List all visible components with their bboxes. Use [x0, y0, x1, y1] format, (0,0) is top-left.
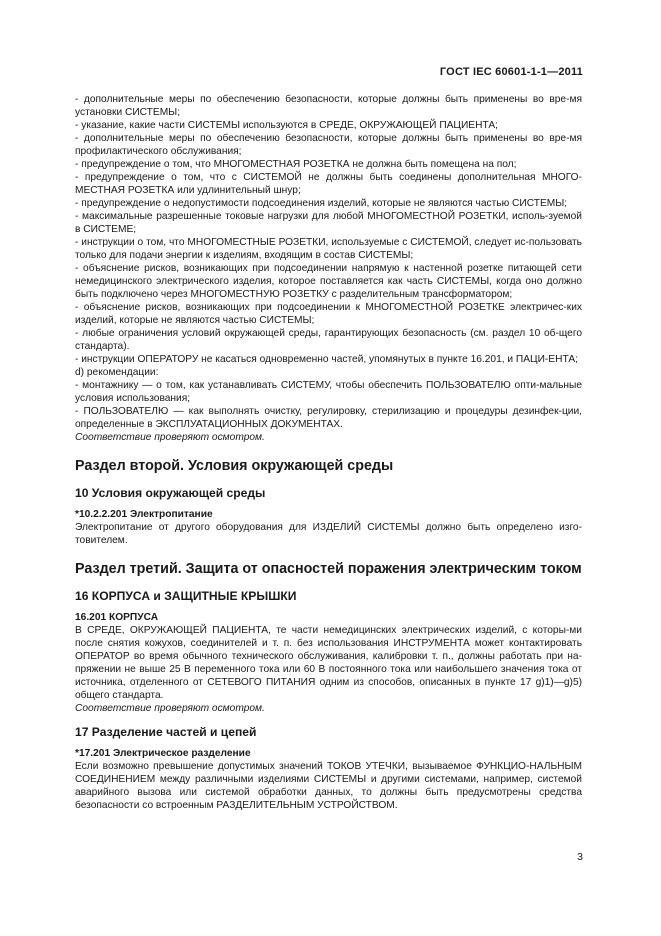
standard-header: ГОСТ IEC 60601-1-1—2011	[439, 66, 583, 78]
list-item: - объяснение рисков, возникающих при подсоединении к МНОГОМЕСТНОЙ РОЗЕТКЕ электричес-ких изделий, которые не являются частью СИСТЕМЫ;	[75, 302, 582, 326]
clause-17-201-text: Если возможно превышение допустимых значений ТОКОВ УТЕЧКИ, вызываемое ФУНКЦИО-НАЛЬНЫМ СОЕДИНЕНИЕМ между различными изделиями СИСТЕМЫ и другими системами, например, системой аварийного вызова или системой обработки данных, то должны быть предусмотрены средства безопасности со встроенным РАЗДЕЛИТЕЛЬНЫМ УСТРОЙСТВОМ.	[75, 761, 582, 811]
clause-17-heading: 17 Разделение частей и цепей	[75, 725, 257, 739]
clause-16-heading: 16 КОРПУСА и ЗАЩИТНЫЕ КРЫШКИ	[75, 589, 297, 603]
list-item: - любые ограничения условий окружающей среды, гарантирующих безопасность (см. раздел 10 об-щего стандарта).	[75, 328, 582, 352]
list-item: - дополнительные меры по обеспечению безопасности, которые должны быть применены во вре-мя установки СИСТЕМЫ;	[75, 94, 582, 118]
clause-10-2-2-201-heading: *10.2.2.201 Электропитание	[75, 509, 213, 520]
list-item: - предупреждение о том, что с СИСТЕМОЙ не должны быть соединены дополнительная МНОГО-МЕСТНАЯ РОЗЕТКА или удлинительный шнур;	[75, 172, 582, 196]
list-item: - ПОЛЬЗОВАТЕЛЮ — как выполнять очистку, регулировку, стерилизацию и процедуры дезинфек-ции, определенные в ЭКСПЛУАТАЦИОННЫХ ДОКУМЕНТАХ.	[75, 406, 582, 430]
list-item: - монтажнику — о том, как устанавливать СИСТЕМУ, чтобы обеспечить ПОЛЬЗОВАТЕЛЮ опти-мальные условия использования;	[75, 380, 582, 404]
page-number: 3	[577, 851, 583, 863]
page-body	[75, 93, 582, 812]
list-item: - предупреждение о том, что МНОГОМЕСТНАЯ РОЗЕТКА не должна быть помещена на пол;	[75, 159, 517, 170]
list-item: - инструкции о том, что МНОГОМЕСТНЫЕ РОЗЕТКИ, используемые с СИСТЕМОЙ, следует ис-пользовать только для подачи энергии к изделиям, входящим в состав СИСТЕМЫ;	[75, 237, 582, 261]
clause-17-201-heading: *17.201 Электрическое разделение	[75, 748, 251, 759]
list-item: - максимальные разрешенные токовые нагрузки для любой МНОГОМЕСТНОЙ РОЗЕТКИ, исполь-зуемой в СИСТЕМЕ;	[75, 211, 582, 235]
list-item: - предупреждение о недопустимости подсоединения изделий, которые не являются частью СИСТЕМЫ;	[75, 198, 568, 209]
list-item: - дополнительные меры по обеспечению безопасности, которые должны быть применены во вре-мя профилактического обслуживания;	[75, 133, 582, 157]
list-item: d) рекомендации:	[75, 367, 159, 378]
clause-16-201-text: В СРЕДЕ, ОКРУЖАЮЩЕЙ ПАЦИЕНТА, те части немедицинских электрических изделий, с которы-ми после снятия кожухов, соединителей и т. п. без использования ИНСТРУМЕНТА может контактировать ОПЕРАТОР во время обычного технического обслуживания, калибровки т. п., должны работать при на-пряжении не выше 25 В переменного тока или 60 В постоянного тока или наибольшего значения тока от источника, отделенного от СЕТЕВОГО ПИТАНИЯ одним из способов, описанных в пункте 17 g)1)—g)5) общего стандарта.	[75, 625, 582, 701]
clause-16-201-heading: 16.201 КОРПУСА	[75, 612, 159, 623]
clause-10-2-2-201-text: Электропитание от другого оборудования для ИЗДЕЛИЙ СИСТЕМЫ должно быть определено изго-товителем.	[75, 522, 582, 546]
list-item: - инструкции ОПЕРАТОРУ не касаться одновременно частей, упомянутых в пункте 16.201, и ПАЦИ-ЕНТА;	[75, 354, 578, 365]
section-3-heading: Раздел третий. Защита от опасностей поражения электрическим током	[75, 561, 582, 577]
compliance-note: Соответствие проверяют осмотром.	[75, 432, 265, 443]
clause-10-heading: 10 Условия окружающей среды	[75, 486, 266, 500]
list-item: - объяснение рисков, возникающих при подсоединении напрямую к настенной розетке питающей сети немедицинского электрического изделия, которое поставляется как часть СИСТЕМЫ, когда оно должно быть подключено через МНОГОМЕСТНУЮ РОЗЕТКУ с разделительным трансформатором;	[75, 263, 582, 300]
section-2-heading: Раздел второй. Условия окружающей среды	[75, 458, 394, 474]
compliance-note: Соответствие проверяют осмотром.	[75, 703, 265, 714]
list-item: - указание, какие части СИСТЕМЫ используются в СРЕДЕ, ОКРУЖАЮЩЕЙ ПАЦИЕНТА;	[75, 120, 498, 131]
